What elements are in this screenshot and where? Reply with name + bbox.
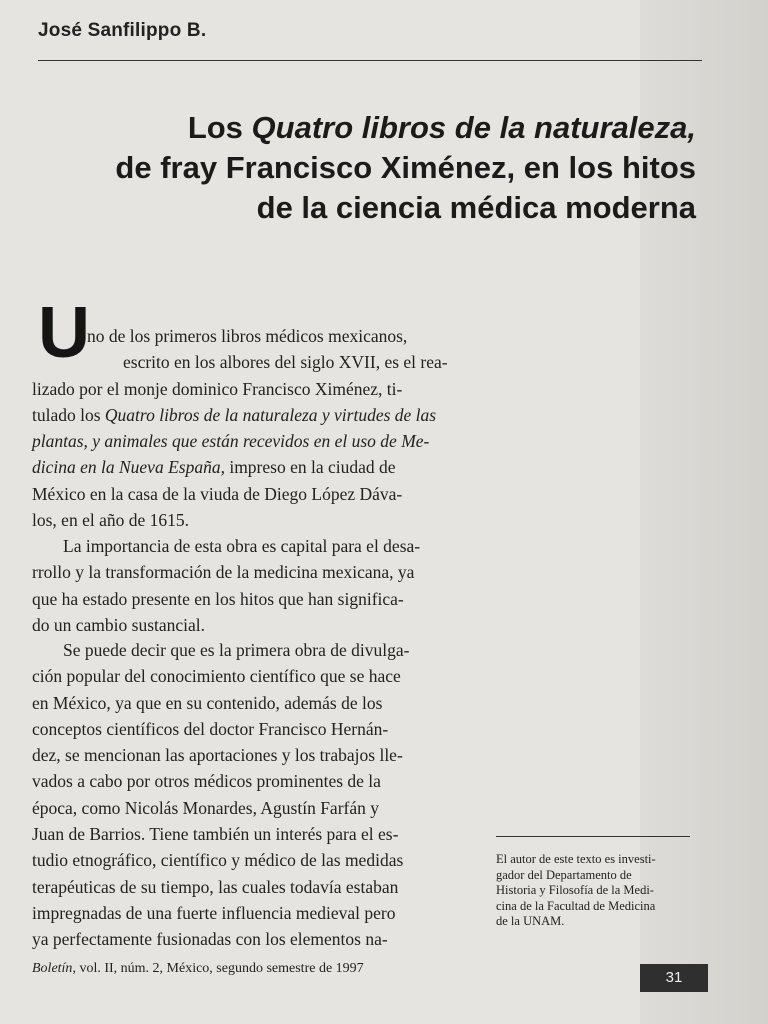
title-line-1: Los Quatro libros de la naturaleza,	[187, 110, 696, 145]
header-rule	[38, 60, 702, 61]
author-note: El autor de este texto es investi- gador del Departamento de Historia y Filosofía de la Medi- cina de la Facultad de Medicina de la UNAM.	[496, 852, 656, 928]
drop-cap: U	[38, 293, 90, 373]
author-name: José Sanfilippo B.	[38, 20, 207, 41]
paragraph-3: Se puede decir que es la primera obra de divulga- ción popular del conocimiento científico que se hace en México, ya que en su contenido, además de los conceptos científicos del doctor Francisco Hernán- dez, se mencionan las aportaciones y los trabajos lle- vados a cabo por otros médicos prominentes de la época, como Nicolás Monardes, Agustín Farfán y Juan de Barrios. Tiene también un interés para el es- tudio etnográfico, científico y médico de las medidas terapéuticas de su tiempo, las cuales todavía estaban impregnadas de una fuerte influencia medieval pero ya perfectamente fusionadas con los elementos na-	[32, 640, 410, 950]
paragraph-1: no de los primeros libros médicos mexicanos, escrito en los albores del siglo XVII, es el rea- lizado por el monje dominico Francisco Ximénez, ti- tulado los Quatro libros de la naturaleza y virtudes de las plantas, y animales que están recevidos en el uso de Me- dicina en la Nueva España, impreso en la ciudad de México en la casa de la viuda de Diego López Dáva- los, en el año de 1615.	[32, 326, 448, 531]
footer-citation: Boletín, vol. II, núm. 2, México, segundo semestre de 1997	[32, 961, 364, 976]
title-line-3: de la ciencia médica moderna	[256, 190, 696, 225]
title-line-2: de fray Francisco Ximénez, en los hitos	[115, 150, 696, 185]
page-number: 31	[640, 964, 708, 992]
note-rule	[496, 836, 690, 837]
paragraph-2: La importancia de esta obra es capital para el desa- rrollo y la transformación de la medicina mexicana, ya que ha estado presente en los hitos que han significa- do un cambio sustancial.	[32, 536, 421, 635]
article-title	[76, 108, 696, 228]
